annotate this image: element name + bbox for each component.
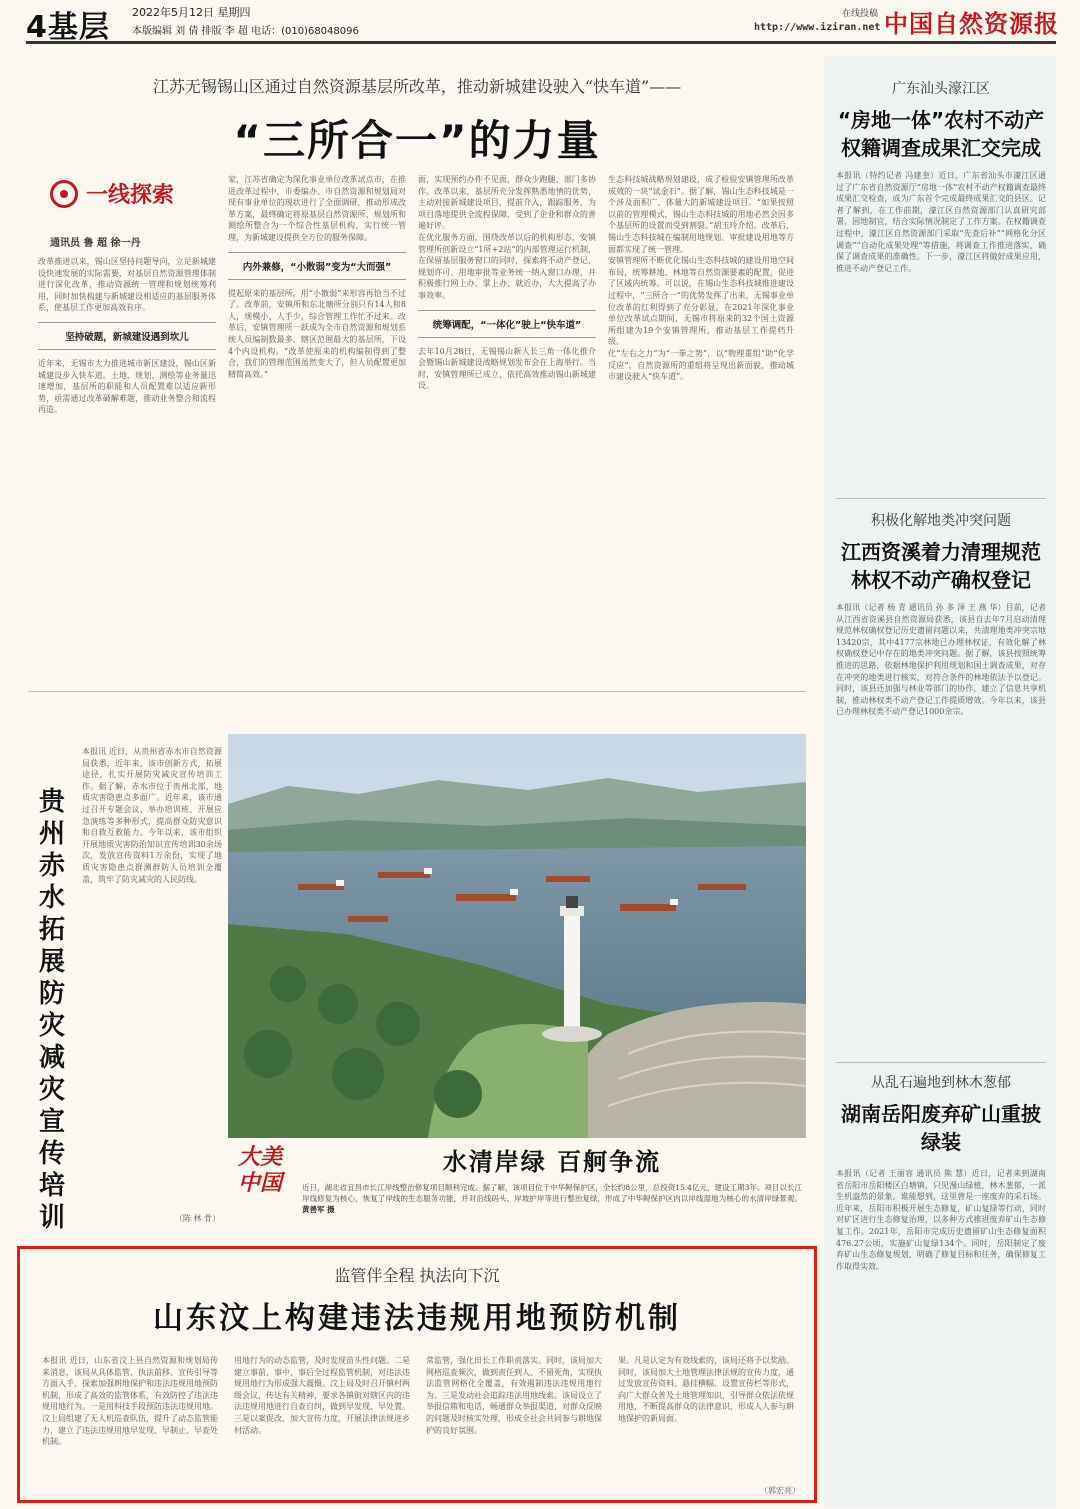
feature-column-2 <box>228 174 406 684</box>
target-icon <box>50 180 78 208</box>
feature-subheading-1: 坚持破题，新城建设遇到坎儿 <box>38 322 216 350</box>
guizhou-text: 本报讯 近日，从贵州省赤水市自然资源局获悉，近年来，该市创新方式，拓展途径，扎实开展防灾减灾宣传培训工作。据了解，赤水市位于贵州北部，地质灾害隐患点多面广。近年来，该市通过召开专题会议、举办培训班、开展应急演练等多种形式，提高群众防灾意识和自救互救能力。今年以来，该市组织开展地质灾害防治知识宣传培训30余场次，发放宣传资料1万余份，实现了地质灾害隐患点群测群防人员培训全覆盖，筑牢了防灾减灾的人民防线。 <box>82 747 222 884</box>
shantou-text: 本报讯（特约记者 冯建奎）近日，广东省汕头市濠江区通过了广东省自然资源厅“房地一体”农村不动产权籍调查最终成果汇交检查，成为广东首个完成最终成果汇交的县区。记者了解到，在工作前期，濠江区自然资源部门认真研究部署，因地制宜，结合实际情况制定了工作方案。在权籍调查过程中，濠江区自然资源部门采取“先查后补”“网格化分区调查”“自动化成果处理”等措施，将调查工作推进落实，确保了调查成果的准确性。下一步，濠江区将做好成果应用，推进不动产登记工作。 <box>836 171 1046 273</box>
feature-paragraph: 在优化服务方面，围绕改革以后的机构形态，安镇管理所创新设立“1所+2站”的内部管理运行机制，在保留基层服务窗口的同时，探索将不动产登记、规划许可、用地审批等业务统一纳入窗口办理，并积极推行网上办、掌上办、就近办，大大提高了办事效率。 <box>418 232 596 300</box>
shantou-article <box>836 78 1046 490</box>
feature-article <box>28 56 806 692</box>
newspaper-brand: 中国自然资源报 <box>884 9 1059 38</box>
editor-line: 本版编辑 刘 倩 排版 李 超 电话：(010)68048096 <box>132 26 359 37</box>
photo-credit: 黄善军 摄 <box>302 1205 335 1214</box>
zixi-article <box>836 510 1046 1046</box>
divider <box>836 1062 1046 1063</box>
feature-paragraph: 近年来，无锡市大力推进城市新区建设，锡山区新城建设步入快车道。土地、规划、测绘等业务量迅速增加，基层所的职能和人员配置难以适应新形势，亟需通过改革破解难题，推动业务整合和流程再造。 <box>38 358 216 415</box>
yueyang-kicker: 从乱石遍地到林木葱郁 <box>871 1075 1011 1091</box>
feature-paragraph: 家，江苏省确定为深化事业单位改革试点市，在推进改革过程中，市委编办、市自然资源和规划局对现有事业单位的现状进行了全面调研，推动形成改革方案，最终确定将原基层自然资源所、规划所和测绘所整合为一个综合性基层机构，实行统一管理，为新城建设提供全方位的服务保障。 <box>228 175 406 242</box>
right-sidebar <box>824 56 1056 1508</box>
wenshang-column-4: 果。凡是认定为有效线索的，该局还将予以奖励。同时，该局加大土地管理法律法规的宣传力度，通过发放宣传资料、悬挂横幅、设置宣传栏等形式，向广大群众普及土地管理知识，引导群众依法依规用地，不断提高群众的法律意识，形成人人参与耕地保护的新局面。 <box>618 1356 794 1423</box>
feature-paragraph: 提起原来的基层所，用“小散弱”来形容再恰当不过了。改革前，安镇所和东北塘所分别只有14人和8人，规模小、人手少，综合管理工作忙不过来。改革后，安镇管理所一跃成为全市自然资源和规划系统人员编制数最多、辖区范围最大的基层所，下设4个内设机构。“改革使原来的机构编制得到了整合，我们的管理范围虽然变大了，但人员配置更加精简高效。” <box>228 288 406 379</box>
feature-paragraph: 化“左右之力”为“一拳之势”，以“物理重组”助“化学反应”，自然资源所的重组将呈现出新面貌，推动城市建设驶入“快车道”。 <box>608 348 794 382</box>
photo-caption-text: 近日，湖北省宜昌市长江岸线整治修复项目顺利完成。据了解，该项目位于中华鲟保护区，全长约8公里，总投资15.4亿元，建设工期3年。项目以长江岸线修复为核心，恢复了岸线的生态服务功能，并对沿线码头、岸坡护岸等进行整治复绿，形成了中华鲟保护区内以岸线湿地为核心的水清岸绿景观。 <box>302 1183 802 1203</box>
wenshang-column-2: 用地行为的动态监管，及时发现苗头性问题。二是建立事前、事中、事后全过程监管机制，对违法违规用地行为形成强大震慑。汶上局及时召开镇村两级会议，传达有关精神，要求各镇街对辖区内的违法违规用地进行自查自纠，做到早发现、早处置。三是以案促改，加大宣传力度，开展法律法规进乡村活动。 <box>234 1356 410 1435</box>
feature-column-4 <box>608 174 794 684</box>
feature-kicker: 江苏无锡锡山区通过自然资源基层所改革，推动新城建设驶入“快车道”—— <box>152 77 682 96</box>
feature-subheading-3: 统筹调配，“一体化”驶上“快车道” <box>418 310 596 338</box>
wenshang-column-3: 常监管，强化田长工作职责落实。同时，该局加大网格巡查频次，做到责任到人、不留死角，实现执法监管网格化全覆盖，有效遏制违法违规用地行为。三是发动社会追踪违法用地线索。该局设立了举报信箱和电话，畅通群众举报渠道，对群众反映的问题及时核实处理，形成全社会共同参与耕地保护的良好氛围。 <box>426 1356 602 1435</box>
photo-caption <box>302 1182 802 1215</box>
beautiful-china-seal <box>228 1140 290 1226</box>
zixi-kicker: 积极化解地类冲突问题 <box>871 513 1011 529</box>
site-url[interactable]: http://www.iziran.net <box>754 22 881 33</box>
yueyang-article <box>836 1072 1046 1509</box>
divider <box>836 498 1046 499</box>
page-number: 4基层 <box>26 10 110 45</box>
column-badge-label: 一线探索 <box>86 183 175 208</box>
shantou-kicker: 广东汕头濠江区 <box>892 81 990 97</box>
wenshang-author: （郭宏亮） <box>760 1486 800 1495</box>
feature-paragraph: 改革推进以来，锡山区坚持问题导向，立足新城建设快速发展的实际需要，对基层自然资源管理体制进行深化改革，推动资源统一管理和规划统筹利用，同时加快构建与新城建设相适应的基层服务体系，使基层工作更加高效有序。 <box>38 257 216 313</box>
feature-paragraph: 安镇管理所不断优化锡山生态科技城的建设用地空间布局，统筹耕地、林地等自然资源要素的配置，促进了区域内统筹。可以说，在锡山生态科技城推进建设过程中，“三所合一”的优势发挥了出来，无锡事业单位改革的红利得到了充分彰显。在2021年深化事业单位改革试点期间，无锡市将原来的32个国土资源所组建为19个安镇管理所，推动基层工作提档升级。 <box>608 256 794 347</box>
feature-paragraph: 生态科技城战略规划建设，成了检验安镇管理所改革成效的一块“试金石”。据了解，锡山生态科技城是一个涉及面积广、体量大的新城建设项目。“如果按照以前的管理模式，锡山生态科技城的用地必然会因多个基层所的设置而受到割裂。”胡玉玲介绍。改革后，锡山生态科技城在编制用地规划、审批建设用地等方面都实现了统一管理。 <box>608 175 794 254</box>
photo-caption-bar <box>228 1138 806 1230</box>
seal-text: 大美中国 <box>237 1144 282 1196</box>
yueyang-title: 湖南岳阳废弃矿山重披绿装 <box>841 1102 1041 1154</box>
guizhou-title: 贵州赤水拓展防灾减灾宣传培训 <box>38 787 65 1233</box>
wenshang-column-1: 本报讯 近日，山东省汶上县自然资源和规划局传来消息，该局从具体监管、执法前移、宣传引导等方面入手，探索加强耕地保护和违法违规用地预防机制，形成了高效的监管体系，有效防控了违法违规用地行为。一是用科技手段预防违法违规用地。汶上局组建了无人机巡查队伍，提升了动态监管能力，建立了违法违规用地早发现、早制止、早查处机制。 <box>42 1356 218 1447</box>
shantou-title: “房地一体”农村不动产权籍调查成果汇交完成 <box>837 108 1045 160</box>
highlighted-article <box>17 1246 817 1503</box>
river-photo <box>228 734 806 1138</box>
masthead <box>26 0 1059 45</box>
zixi-text: 本报讯（记者 杨 青 通讯员 孙 多 泽 王 燕 华）目前，记者从江西省资溪县自然资源局获悉，该县自去年7月启动清理规范林权确权登记历史遗留问题以来，共清理地类冲突宗地13420宗，其中4177宗林地已办理林权证，有效化解了林权确权登记中存在的地类冲突问题。据了解，该县按照统筹推进的思路，依据林地保护利用规划和国土调查成果，对存在冲突的地类进行核实，对符合条件的林地依法予以登记。同时，该县还加强与林业等部门的协作，建立了信息共享机制，推动林权类不动产登记工作提质增效。今年以来，该县已办理林权类不动产登记1000余宗。 <box>836 603 1046 717</box>
guizhou-author: （陈 林 骨） <box>174 1214 220 1223</box>
feature-byline: 通讯员 鲁 超 徐一丹 <box>50 238 141 249</box>
issue-date: 2022年5月12日 星期四 <box>132 6 251 19</box>
online-submission-label: 在线投稿 <box>841 9 878 19</box>
guizhou-article <box>28 702 224 1233</box>
feature-column-1 <box>38 256 216 676</box>
wenshang-title: 山东汶上构建违法违规用地预防机制 <box>153 1301 681 1336</box>
feature-paragraph: 去年10月28日，无锡锡山新人长三角一体化推介会暨锡山新城建设战略规划发布会在上海举行。当时，安镇管理所已成立，依托高效推动锡山新城建设。 <box>418 346 596 391</box>
wenshang-kicker: 监管伴全程 执法向下沉 <box>334 1266 500 1285</box>
photo-title: 水清岸绿 百舸争流 <box>442 1148 662 1176</box>
feature-title: “三所合一”的力量 <box>233 116 601 165</box>
zixi-title: 江西资溪着力清理规范林权不动产确权登记 <box>841 540 1041 592</box>
column-badge <box>46 178 221 210</box>
yueyang-text: 本报讯（记者 王丽容 通讯员 熊 慧）近日，记者来到湖南省岳阳市岳阳楼区白塘镇，只见漫山绿植，林木葱郁，一派生机盎然的景象。谁能想到，这里曾是一座废弃的采石场。近年来，岳阳市积极开展生态修复，矿山复绿等行动，同时对矿区进行生态修复治理，以多种方式推进废弃矿山生态修复工作。2021年，岳阳市完成历史遗留矿山生态修复面积476.27公顷，实施矿山复绿134个。同时，岳阳制定了废弃矿山生态修复规划，明确了修复目标和任务，确保修复工作取得实效。 <box>836 1169 1046 1271</box>
feature-column-3 <box>418 174 596 684</box>
feature-subheading-2: 内外兼修，“小散弱”变为“大而强” <box>228 252 406 280</box>
feature-paragraph: 面，实现预约办件不见面，群众少跑腿、部门多协作。改革以来，基层所充分发挥熟悉地情的优势，主动对接新城建设项目，提前介入，跟踪服务，为项目落地提供全流程保障，受到了企业和群众的普遍好评。 <box>418 175 596 231</box>
